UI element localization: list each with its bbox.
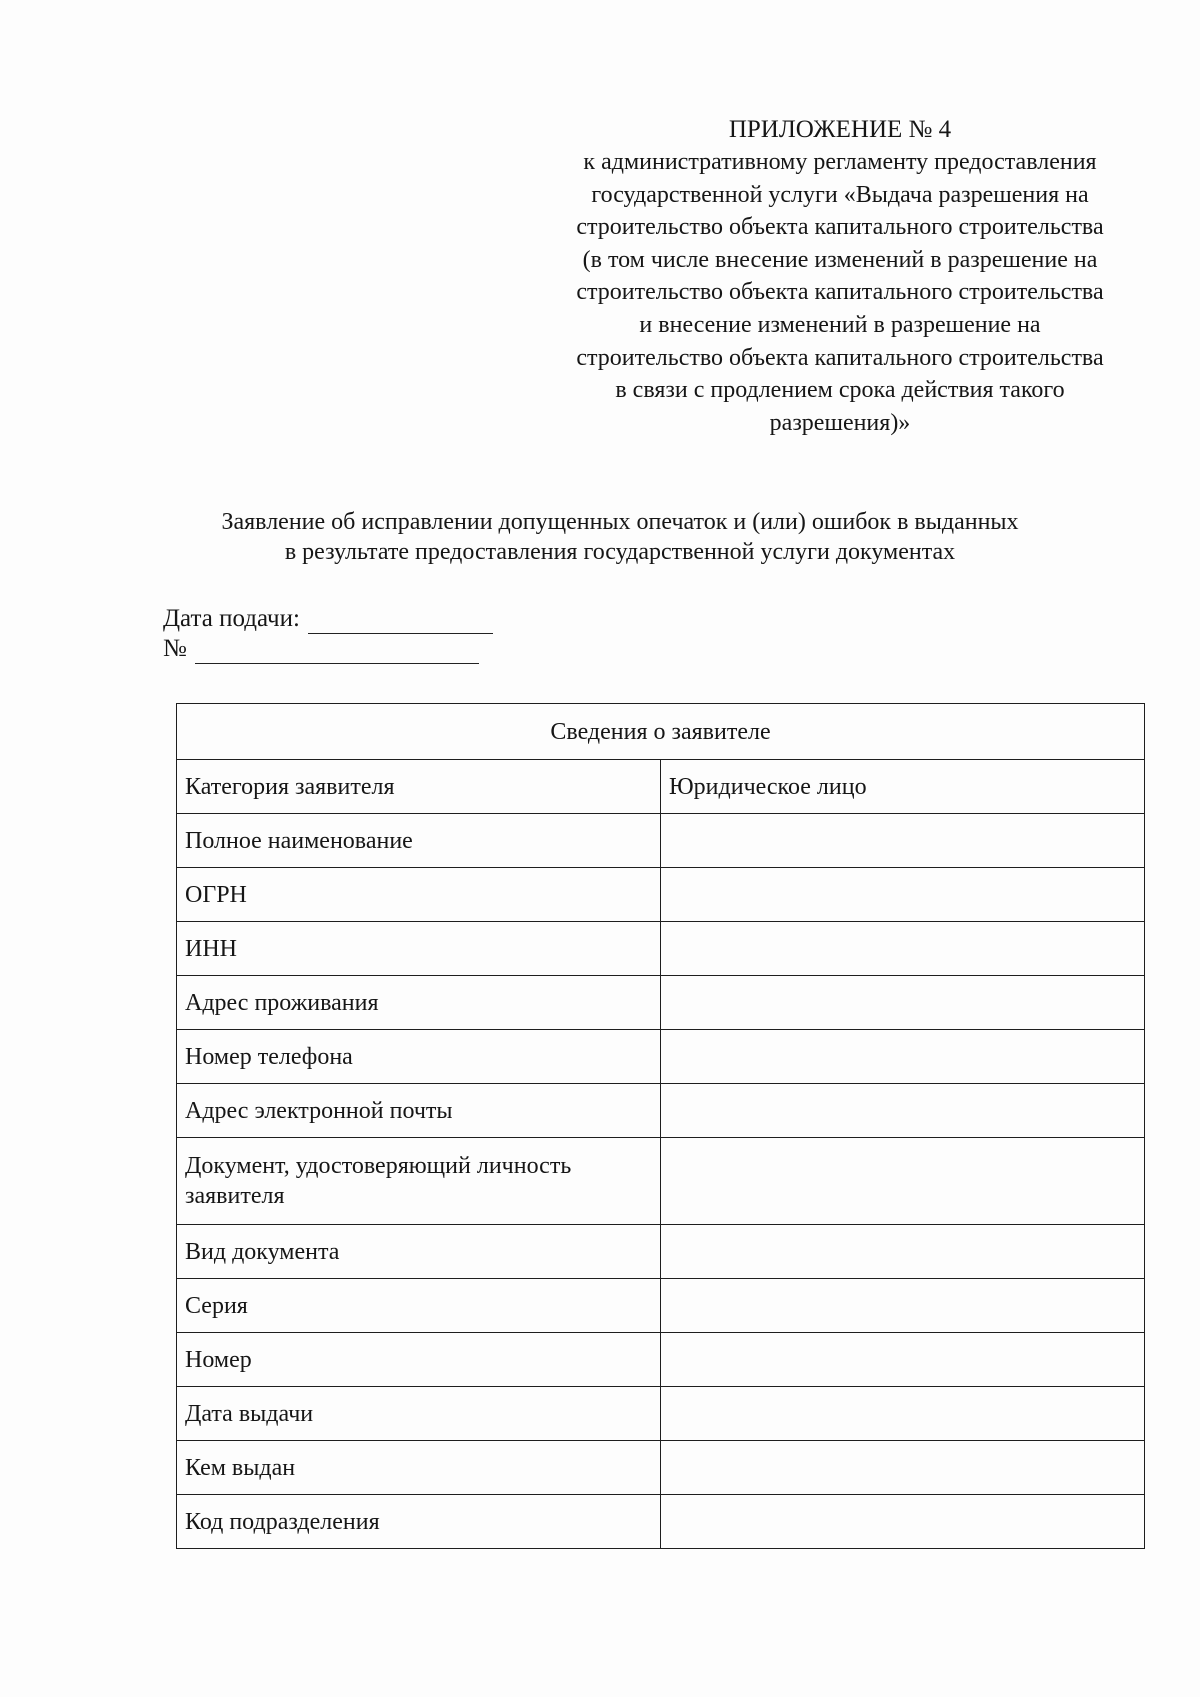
table-row (177, 1030, 1145, 1084)
appendix-line: (в том числе внесение изменений в разрешение на (582, 246, 1098, 273)
appendix-line: строительство объекта капитального строительства (576, 214, 1104, 241)
row-label: Адрес проживания (177, 976, 661, 1030)
table-row (177, 1495, 1145, 1549)
table-row (177, 922, 1145, 976)
table-row (177, 1084, 1145, 1138)
row-value[interactable] (661, 1084, 1145, 1138)
row-label: Номер телефона (177, 1030, 661, 1084)
row-value[interactable] (661, 976, 1145, 1030)
row-value[interactable] (661, 1030, 1145, 1084)
table-header: Сведения о заявителе (177, 704, 1145, 760)
row-value[interactable] (661, 1387, 1145, 1441)
row-label: ИНН (177, 922, 661, 976)
submission-number-label: № (163, 635, 187, 662)
appendix-line: строительство объекта капитального строительства (576, 279, 1104, 306)
row-label: ОГРН (177, 868, 661, 922)
row-value[interactable]: Юридическое лицо (661, 760, 1145, 814)
table-row (177, 1387, 1145, 1441)
row-value[interactable] (661, 1225, 1145, 1279)
submission-date-row (163, 604, 493, 634)
table-row (177, 1333, 1145, 1387)
appendix-line: и внесение изменений в разрешение на (639, 311, 1041, 338)
document-title-line: в результате предоставления государственной услуги документах (284, 539, 956, 565)
row-label: Кем выдан (177, 1441, 661, 1495)
appendix-number: ПРИЛОЖЕНИЕ № 4 (728, 116, 952, 143)
submission-number-blank[interactable] (195, 641, 479, 664)
appendix-line: разрешения)» (769, 409, 911, 436)
table-row (177, 1138, 1145, 1225)
submission-fields (163, 604, 493, 664)
submission-date-label: Дата подачи: (163, 605, 300, 632)
table-row (177, 868, 1145, 922)
row-label: Код подразделения (177, 1495, 661, 1549)
row-label: Полное наименование (177, 814, 661, 868)
table-row (177, 1225, 1145, 1279)
row-value[interactable] (661, 1333, 1145, 1387)
table-row (177, 1441, 1145, 1495)
table-header-row (177, 704, 1145, 760)
appendix-line: в связи с продлением срока действия такого (615, 377, 1065, 404)
document-title (120, 507, 1120, 567)
document-title-line: Заявление об исправлении допущенных опечаток и (или) ошибок в выданных (221, 509, 1019, 535)
row-value[interactable] (661, 1279, 1145, 1333)
row-value[interactable] (661, 814, 1145, 868)
row-label: Вид документа (177, 1225, 661, 1279)
table-row (177, 814, 1145, 868)
row-label: Категория заявителя (177, 760, 661, 814)
table-row (177, 1279, 1145, 1333)
row-value[interactable] (661, 1495, 1145, 1549)
appendix-line: к административному регламенту предоставления (583, 149, 1097, 175)
row-label: Серия (177, 1279, 661, 1333)
row-label: Документ, удостоверяющий личность заявителя (177, 1138, 661, 1225)
row-label: Номер (177, 1333, 661, 1387)
row-label: Дата выдачи (177, 1387, 661, 1441)
table-row (177, 760, 1145, 814)
appendix-header (520, 114, 1160, 439)
row-label: Адрес электронной почты (177, 1084, 661, 1138)
row-value[interactable] (661, 1138, 1145, 1225)
appendix-line: государственной услуги «Выдача разрешения на (591, 181, 1089, 208)
submission-number-row (163, 634, 493, 664)
row-value[interactable] (661, 1441, 1145, 1495)
appendix-line: строительство объекта капитального строительства (576, 344, 1104, 371)
row-value[interactable] (661, 922, 1145, 976)
submission-date-blank[interactable] (308, 611, 493, 634)
row-value[interactable] (661, 868, 1145, 922)
applicant-info-table (176, 703, 1145, 1549)
table-row (177, 976, 1145, 1030)
